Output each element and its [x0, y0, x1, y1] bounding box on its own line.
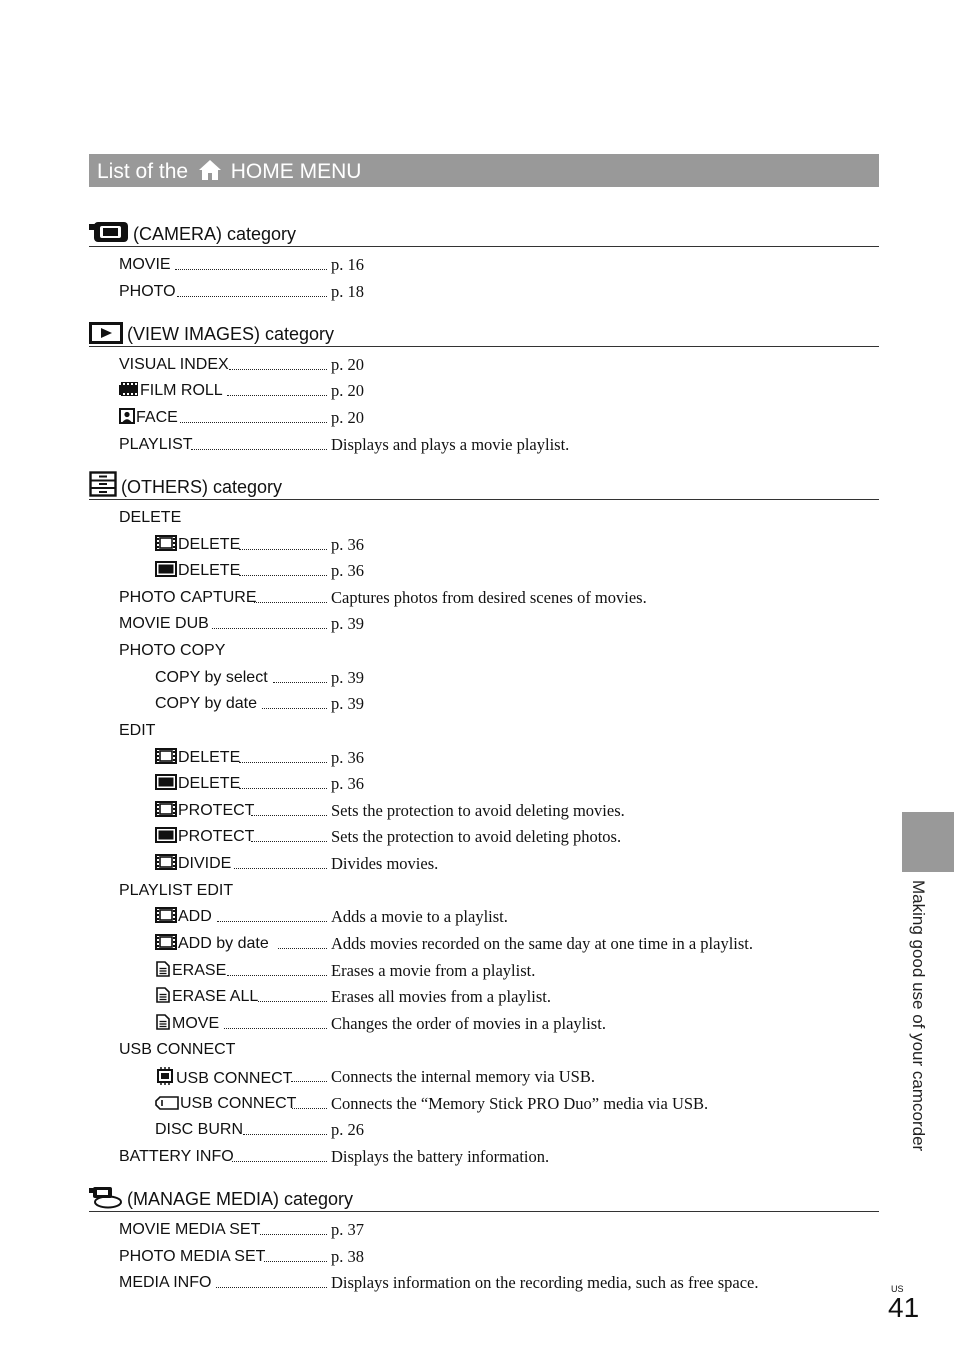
view-images-category-heading — [89, 320, 879, 347]
menu-item-erase[interactable]: ERASE Erases a movie from a playlist. — [155, 961, 226, 981]
others-category-label: (OTHERS) category — [121, 477, 283, 497]
menu-item-add[interactable]: ADD Adds a movie to a playlist. — [155, 907, 212, 927]
menu-item-add-by-date[interactable]: ADD by date Adds movies recorded on the same day at one time in a playlist. — [155, 934, 269, 954]
menu-item-delete-photo[interactable]: DELETE p. 36 — [155, 561, 240, 581]
menu-group-photo-copy[interactable]: PHOTO COPY — [119, 642, 226, 659]
menu-item-copy-by-select[interactable]: COPY by select p. 39 — [155, 668, 364, 687]
menu-item-battery-info[interactable]: BATTERY INFO Displays the battery information. — [119, 1147, 550, 1166]
others-icon — [89, 471, 117, 497]
menu-item-photo-media-set[interactable]: PHOTO MEDIA SET p. 38 — [119, 1247, 364, 1266]
menu-item-usb-connect-memory-stick[interactable]: USB CONNECT Connects the “Memory Stick PRO Duo” media via USB. — [155, 1094, 296, 1114]
banner-title: HOME MENU — [230, 159, 362, 183]
menu-group-usb-connect[interactable]: USB CONNECT — [119, 1041, 236, 1058]
others-category-heading — [89, 473, 879, 500]
film-icon — [155, 854, 177, 870]
film-icon — [155, 535, 177, 551]
camera-category-label: (CAMERA) category — [133, 224, 297, 244]
side-tab-label: Making good use of your camcorder — [909, 880, 928, 1152]
menu-item-protect-photo[interactable]: PROTECT Sets the protection to avoid deleting photos. — [155, 827, 254, 847]
playlist-icon — [155, 1014, 171, 1030]
menu-item-edit-delete-photo[interactable]: DELETE p. 36 — [155, 774, 240, 794]
manage-media-category-heading — [89, 1185, 879, 1212]
menu-item-divide[interactable]: DIVIDE Divides movies. — [155, 854, 231, 874]
side-tab-marker — [902, 812, 954, 872]
menu-item-photo-capture[interactable]: PHOTO CAPTURE Captures photos from desired scenes of movies. — [119, 588, 647, 607]
banner-title-prefix: List of the — [97, 159, 189, 183]
photo-icon — [155, 561, 177, 577]
menu-group-edit[interactable]: EDIT — [119, 722, 156, 739]
playlist-icon — [155, 987, 171, 1003]
menu-item-movie[interactable]: MOVIE p. 16 — [119, 255, 364, 274]
camera-icon — [89, 222, 129, 244]
menu-item-delete-movie[interactable]: DELETE p. 36 — [155, 535, 240, 555]
menu-item-movie-media-set[interactable]: MOVIE MEDIA SET p. 37 — [119, 1220, 364, 1239]
menu-item-edit-delete-movie[interactable]: DELETE p. 36 — [155, 748, 240, 768]
memory-stick-icon — [155, 1096, 179, 1110]
photo-icon — [155, 774, 177, 790]
side-tab — [902, 880, 942, 1180]
home-icon — [198, 159, 222, 181]
menu-item-usb-connect-internal[interactable]: USB CONNECT Connects the internal memory via USB. — [155, 1067, 292, 1087]
region-code: US — [891, 1284, 904, 1294]
manage-media-icon — [89, 1187, 123, 1209]
menu-item-movie-dub[interactable]: MOVIE DUB p. 39 — [119, 614, 364, 633]
menu-item-face[interactable]: FACE p. 20 — [119, 408, 178, 428]
menu-item-protect-movie[interactable]: PROTECT Sets the protection to avoid deleting movies. — [155, 801, 254, 821]
menu-item-film-roll[interactable]: FILM ROLL p. 20 — [119, 381, 223, 401]
film-icon — [155, 801, 177, 817]
menu-item-playlist[interactable]: PLAYLIST Displays and plays a movie playlist. — [119, 435, 570, 454]
film-icon — [155, 934, 177, 950]
menu-group-delete[interactable]: DELETE — [119, 509, 182, 526]
menu-group-playlist-edit[interactable]: PLAYLIST EDIT — [119, 882, 234, 899]
page-number: 41 — [888, 1292, 920, 1323]
photo-icon — [155, 827, 177, 843]
menu-item-visual-index[interactable]: VISUAL INDEX p. 20 — [119, 355, 364, 374]
film-icon — [155, 907, 177, 923]
menu-item-photo[interactable]: PHOTO p. 18 — [119, 282, 364, 301]
film-roll-icon — [119, 381, 139, 397]
menu-item-copy-by-date[interactable]: COPY by date p. 39 — [155, 694, 364, 713]
playlist-icon — [155, 961, 171, 977]
menu-item-disc-burn[interactable]: DISC BURN p. 26 — [155, 1120, 364, 1139]
menu-item-media-info[interactable]: MEDIA INFO Displays information on the recording media, such as free space. — [119, 1273, 759, 1292]
face-icon — [119, 408, 135, 424]
internal-memory-icon — [155, 1067, 175, 1085]
menu-item-move[interactable]: MOVE Changes the order of movies in a playlist. — [155, 1014, 219, 1034]
film-icon — [155, 748, 177, 764]
camera-category-heading — [89, 220, 879, 247]
menu-item-erase-all[interactable]: ERASE ALL Erases all movies from a playlist. — [155, 987, 258, 1007]
view-images-category-label: (VIEW IMAGES) category — [127, 324, 335, 344]
manage-media-category-label: (MANAGE MEDIA) category — [127, 1189, 354, 1209]
play-icon — [89, 322, 123, 344]
section-banner — [89, 154, 879, 187]
